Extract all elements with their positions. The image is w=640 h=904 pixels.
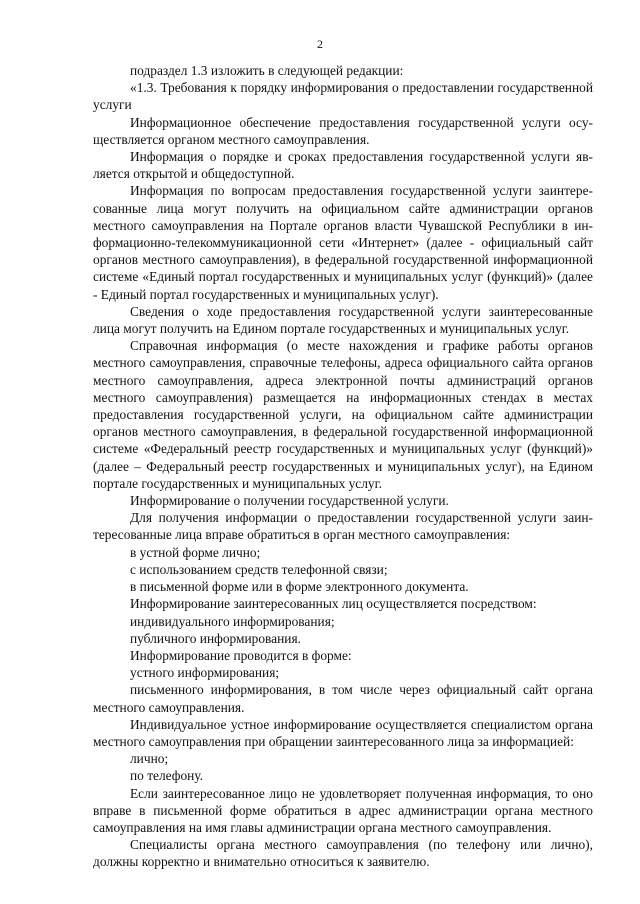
paragraph: Информирование о получении государственной услуги. (130, 493, 449, 509)
list-item: с использованием средств телефонной связи; (130, 561, 388, 577)
list-item: письменного информирования, в том числе через официальный сайт органа местного самоуправления. (93, 682, 593, 715)
paragraph: Информирование заинтересованных лиц осуществляется посредством: (130, 596, 537, 612)
page-number: 2 (317, 37, 323, 51)
paragraph: Информация о порядке и сроках предоставления государственной услуги является открытой и общедоступной. (93, 149, 593, 182)
paragraph: Информация по вопросам предоставления государственной услуги заинтересованные лица могут получить на официальном сайте администрации органов местного самоуправления на Портале органов власти Чувашской Республики в информационно-телекоммуникационной сети «Интернет» (далее - официальный сайт органов местного самоуправления), в федеральной государственной информационной системе «Единый портал государственных и муниципальных услуг (функций)» (далее - Единый портал государственных и муниципальных услуг). (93, 183, 593, 302)
list-item: в письменной форме или в форме электронного документа. (130, 579, 469, 595)
paragraph: Информирование проводится в форме: (130, 647, 352, 663)
list-item: индивидуального информирования; (130, 613, 335, 629)
list-item: в устной форме лично; (130, 544, 261, 560)
paragraph: Для получения информации о предоставлении государственной услуги заинтересованные лица вправе обратиться в орган местного самоуправления: (93, 510, 593, 543)
document-body (93, 62, 593, 871)
paragraph: подраздел 1.3 изложить в следующей редакции: (130, 63, 404, 78)
paragraph: Сведения о ходе предоставления государственной услуги заинтересованные лица могут получить на Едином портале государственных и муниципальных услуг. (93, 303, 593, 337)
list-item: лично; (130, 751, 169, 767)
list-item: публичного информирования. (130, 630, 301, 646)
paragraph: Справочная информация (о месте нахождения и графике работы органов местного самоуправления, справочные телефоны, адреса официального сайта органов местного самоуправления, адреса электронной почты администраций органов местного самоуправления) размещается на информационных стендах в местах предоставления государственной услуги, на официальном сайте администрации органов местного самоуправления, в федеральной государственной информационной системе «Федеральный реестр государственных и муниципальных услуг (функций)» (далее – Федеральный реестр государственных и муниципальных услуг), на Едином портале государственных и муниципальных услуг. (93, 338, 593, 491)
paragraph: «1.3. Требования к порядку информирования о предоставлении государственной услуги (93, 80, 593, 113)
list-item: по телефону. (130, 768, 204, 784)
list-item: устного информирования; (130, 665, 280, 681)
paragraph: Специалисты органа местного самоуправления (по телефону или лично), должны корректно и внимательно относиться к заявителю. (93, 837, 593, 870)
paragraph: Индивидуальное устное информирование осуществляется специалистом органа местного самоуправления при обращении заинтересованного лица за информацией: (93, 716, 593, 749)
paragraph: Информационное обеспечение предоставления государственной услуги осуществляется органом местного самоуправления. (93, 114, 593, 147)
paragraph: Если заинтересованное лицо не удовлетворяет полученная информация, то оно вправе в письменной форме обратиться в адрес администрации органа местного самоуправления на имя главы администрации органа местного самоуправления. (93, 785, 593, 835)
